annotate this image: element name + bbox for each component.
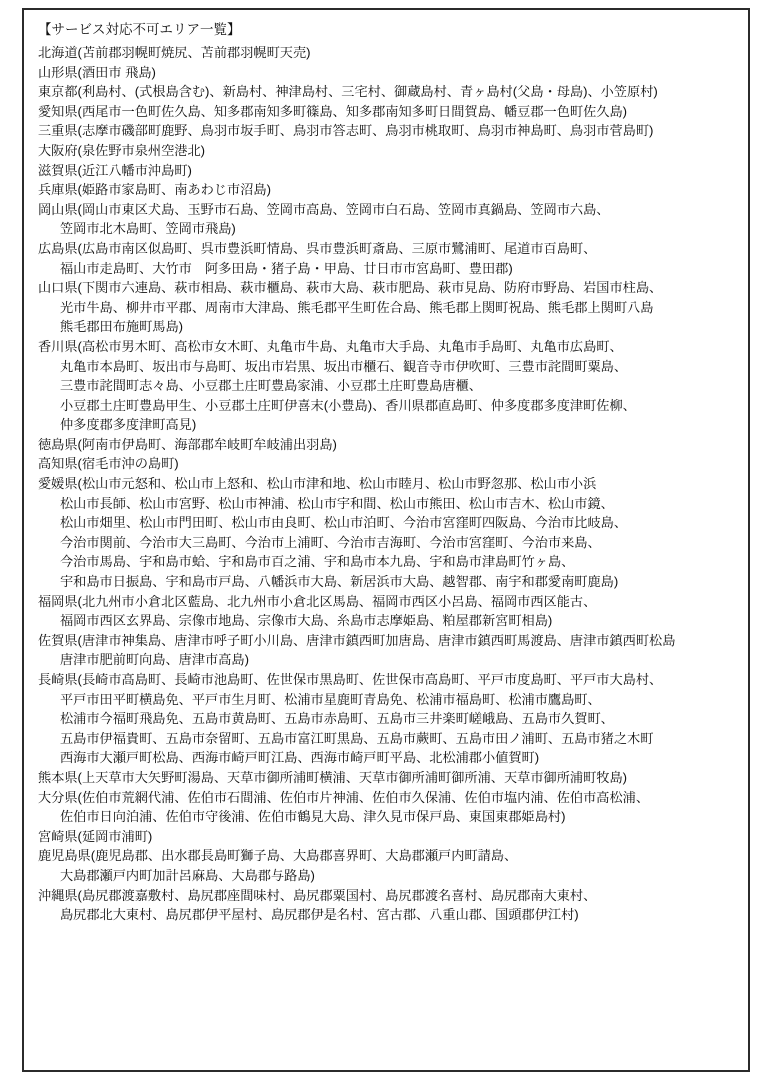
- area-entry-continuation-line: 福山市走島町、大竹市 阿多田島・猪子島・甲島、廿日市市宮島町、豊田郡): [60, 260, 513, 276]
- area-entry-continuation-line: 平戸市田平町横島免、平戸市生月町、松浦市星鹿町青島免、松浦市福島町、松浦市鷹島町、: [60, 691, 601, 707]
- area-entry-continuation-line: 唐津市肥前町向島、唐津市高島): [60, 652, 250, 668]
- area-entry-prefecture-line: 徳島県(阿南市伊島町、海部郡牟岐町牟岐浦出羽島): [38, 436, 337, 452]
- area-entry: [38, 180, 740, 200]
- area-entry-continuation-line: 松浦市今福町飛島免、五島市黄島町、五島市赤島町、五島市三井楽町嵯峨島、五島市久賀町、: [60, 711, 614, 727]
- area-entry-prefecture-line: 兵庫県(姫路市家島町、南あわじ市沼島): [38, 182, 271, 198]
- area-entry-continuation-line: 福岡市西区玄界島、宗像市地島、宗像市大島、糸島市志摩姫島、粕屋郡新宮町相島): [60, 613, 553, 629]
- area-entry: [38, 631, 740, 670]
- area-entry: [38, 474, 740, 592]
- area-entry-continuation-line: 松山市長師、松山市宮野、松山市神浦、松山市宇和間、松山市熊田、松山市吉木、松山市鏡、: [60, 495, 614, 511]
- area-entry-continuation-line: 五島市伊福貴町、五島市奈留町、五島市富江町黒島、五島市蕨町、五島市田ノ浦町、五島市猪之木町: [60, 730, 654, 746]
- area-entry: [38, 827, 740, 847]
- area-entry-prefecture-line: 長崎県(長崎市高島町、長崎市池島町、佐世保市黒島町、佐世保市高島町、平戸市度島町、平戸市大島村、: [38, 672, 663, 687]
- area-entry: [38, 768, 740, 788]
- area-entry-prefecture-line: 沖縄県(島尻郡渡嘉敷村、島尻郡座間味村、島尻郡粟国村、島尻郡渡名喜村、島尻郡南大東村、: [38, 887, 597, 903]
- area-entry: [38, 82, 740, 102]
- area-entry-continuation-line: 宇和島市日振島、宇和島市戸島、八幡浜市大島、新居浜市大島、越智郡、南宇和郡愛南町鹿島): [60, 574, 619, 590]
- area-entry: [38, 239, 740, 278]
- area-entry-prefecture-line: 滋賀県(近江八幡市沖島町): [38, 162, 192, 178]
- area-entry: [38, 121, 740, 141]
- area-entry: [38, 337, 740, 435]
- area-entry: [38, 141, 740, 161]
- area-entry: [38, 63, 740, 83]
- area-entry-prefecture-line: 熊本県(上天草市大矢野町湯島、天草市御所浦町横浦、天草市御所浦町御所浦、天草市御所浦町牧島): [38, 769, 628, 785]
- area-entry-continuation-line: 光市牛島、柳井市平郡、周南市大津島、熊毛郡平生町佐合島、熊毛郡上関町祝島、熊毛郡上関町八島: [60, 299, 654, 315]
- area-entry-prefecture-line: 山口県(下関市六連島、萩市相島、萩市櫃島、萩市大島、萩市肥島、萩市見島、防府市野島、岩国市柱島、: [38, 280, 663, 296]
- area-entry-continuation-line: 丸亀市本島町、坂出市与島町、坂出市岩黒、坂出市櫃石、観音寺市伊吹町、三豊市詫間町粟島、: [60, 358, 628, 374]
- area-entry-continuation-line: 松山市畑里、松山市門田町、松山市由良町、松山市泊町、今治市宮窪町四阪島、今治市比岐島、: [60, 515, 628, 531]
- area-entry-continuation-line: 熊毛郡田布施町馬島): [60, 319, 184, 335]
- area-entry: [38, 886, 740, 925]
- page-title: 【サービス対応不可エリア一覧】: [38, 22, 241, 37]
- area-entry-continuation-line: 笠岡市北木島町、笠岡市飛島): [60, 221, 236, 237]
- area-entry-prefecture-line: 福岡県(北九州市小倉北区藍島、北九州市小倉北区馬島、福岡市西区小呂島、福岡市西区能古、: [38, 593, 597, 609]
- area-entry-continuation-line: 小豆郡土庄町豊島甲生、小豆郡土庄町伊喜末(小豊島)、香川県郡直島町、仲多度郡多度津町佐柳、: [60, 397, 636, 413]
- area-entry-continuation-line: 今治市馬島、宇和島市蛤、宇和島市百之浦、宇和島市本九島、宇和島市津島町竹ヶ島、: [60, 554, 575, 570]
- area-entry-prefecture-line: 愛媛県(松山市元怒和、松山市上怒和、松山市津和地、松山市睦月、松山市野忽那、松山市小浜: [38, 476, 597, 492]
- area-entry-continuation-line: 西海市大瀬戸町松島、西海市崎戸町江島、西海市崎戸町平島、北松浦郡小値賀町): [60, 750, 540, 766]
- area-entry: [38, 102, 740, 122]
- area-entry-prefecture-line: 山形県(酒田市 飛島): [38, 64, 156, 80]
- area-entry-prefecture-line: 大分県(佐伯市荒網代浦、佐伯市石間浦、佐伯市片神浦、佐伯市久保浦、佐伯市塩内浦、佐伯市高松浦、: [38, 789, 650, 805]
- area-entry: [38, 435, 740, 455]
- area-entry-continuation-line: 島尻郡北大東村、島尻郡伊平屋村、島尻郡伊是名村、宮古郡、八重山郡、国頭郡伊江村): [60, 907, 579, 923]
- area-entry: [38, 161, 740, 181]
- area-entry-prefecture-line: 愛知県(西尾市一色町佐久島、知多郡南知多町篠島、知多郡南知多町日間賀島、幡豆郡一色町佐久島): [38, 103, 628, 119]
- area-entry-prefecture-line: 宮崎県(延岡市浦町): [38, 828, 153, 844]
- area-entry-prefecture-line: 広島県(広島市南区似島町、呉市豊浜町情島、呉市豊浜町斎島、三原市鷺浦町、尾道市百島町、: [38, 240, 597, 256]
- area-entry-continuation-line: 今治市関前、今治市大三島町、今治市上浦町、今治市吉海町、今治市宮窪町、今治市来島、: [60, 534, 601, 550]
- area-entry-continuation-line: 大島郡瀬戸内町加計呂麻島、大島郡与路島): [60, 867, 315, 883]
- area-entry-prefecture-line: 三重県(志摩市磯部町鹿野、鳥羽市坂手町、鳥羽市答志町、鳥羽市桃取町、鳥羽市神島町、鳥羽市菅島町): [38, 123, 654, 139]
- area-entry: [38, 200, 740, 239]
- area-entry-continuation-line: 三豊市詫間町志々島、小豆郡土庄町豊島家浦、小豆郡土庄町豊島唐櫃、: [60, 378, 482, 394]
- area-entry-prefecture-line: 高知県(宿毛市沖の島町): [38, 456, 179, 472]
- area-entry-prefecture-line: 大阪府(泉佐野市泉州空港北): [38, 142, 206, 158]
- area-entry-continuation-line: 仲多度郡多度津町高見): [60, 417, 197, 433]
- area-entry-prefecture-line: 岡山県(岡山市東区犬島、玉野市石島、笠岡市高島、笠岡市白石島、笠岡市真鍋島、笠岡市六島、: [38, 201, 610, 217]
- area-entry-continuation-line: 佐伯市日向泊浦、佐伯市守後浦、佐伯市鶴見大島、津久見市保戸島、東国東郡姫島村): [60, 809, 566, 825]
- area-entry: [38, 846, 740, 885]
- area-list-frame: [22, 8, 750, 1072]
- area-entry-prefecture-line: 鹿児島県(鹿児島郡、出水郡長島町獅子島、大島郡喜界町、大島郡瀬戸内町請島、: [38, 848, 518, 864]
- area-entry: [38, 670, 740, 768]
- area-entry-prefecture-line: 佐賀県(唐津市神集島、唐津市呼子町小川島、唐津市鎮西町加唐島、唐津市鎮西町馬渡島、唐津市鎮西町松島: [38, 632, 676, 648]
- area-entry: [38, 454, 740, 474]
- area-entry: [38, 788, 740, 827]
- area-entry: [38, 278, 740, 337]
- area-entry-prefecture-line: 香川県(高松市男木町、高松市女木町、丸亀市牛島、丸亀市大手島、丸亀市手島町、丸亀市広島町、: [38, 338, 623, 354]
- area-entry: [38, 592, 740, 631]
- area-entry-prefecture-line: 北海道(苫前郡羽幌町焼尻、苫前郡羽幌町天売): [38, 45, 311, 60]
- area-entry-prefecture-line: 東京都(利島村、(式根島含む)、新島村、神津島村、三宅村、御蔵島村、青ヶ島村(父島・母島)、小笠原村): [38, 84, 658, 100]
- area-entry-list: [38, 43, 740, 925]
- area-entry: [38, 43, 740, 63]
